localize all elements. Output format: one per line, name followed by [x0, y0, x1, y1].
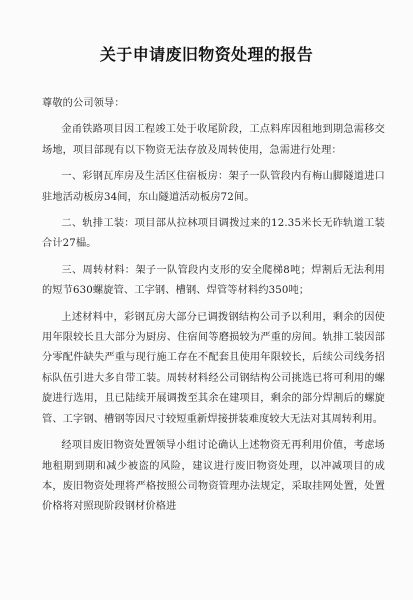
- report-body: [42, 94, 385, 524]
- item-paragraph-3: 三、周转材料：架子一队管段内支形的安全爬梯8吨；焊割后无法利用的短节630螺旋管、工字钢、槽钢、焊管等材料约350吨；: [42, 264, 385, 297]
- materials-explanation-paragraph: 上述材料中，彩钢瓦房大部分已调拨钢结构公司予以利用，剩余的因使用年限较长且大部分为厨房、住宿间等磨损较为严重的房间。轨排工装因部分零配件缺失严重与现行施工存在不配套且使用年限较长，后续公司线务招标队伍引进大多自带工装。周转材料经公司钢结构公司挑选已将可利用的螺旋进行选用，且已陆续开展调拨至其余在建项目，剩余的部分焊割后的螺旋管、工字钢、槽钢等因尺寸较短重新焊接拼装难度较大无法对其周转利用。: [42, 311, 385, 425]
- report-title: 关于申请废旧物资处理的报告: [99, 45, 314, 64]
- item-paragraph-1: 一、彩钢瓦库房及生活区住宿板房：架子一队管段内有梅山脚隧道进口驻地活动板房34间，东山隧道活动板房72间。: [42, 171, 385, 203]
- item-paragraph-2: 二、轨排工装：项目部从拉林项目调拨过来的12.35米长无砟轨道工装合计27榀。: [42, 218, 385, 250]
- disposal-proposal-paragraph: 经项目废旧物资处置领导小组讨论确认上述物资无再利用价值，考虑场地租期到期和减少被盗的风险，建议进行废旧物资处理，以冲减项目的成本，废旧物资处理将严格按照公司物资管理办法规定，采取挂网处置，处置价格将对照现阶段钢材价格进: [42, 440, 385, 513]
- salutation-line: 尊敬的公司领导：: [42, 98, 125, 109]
- intro-paragraph: 金甬铁路项目因工程竣工处于收尾阶段，工点料库因租地到期急需移交场地，项目部现有以下物资无法存放及周转使用，急需进行处理：: [42, 124, 385, 156]
